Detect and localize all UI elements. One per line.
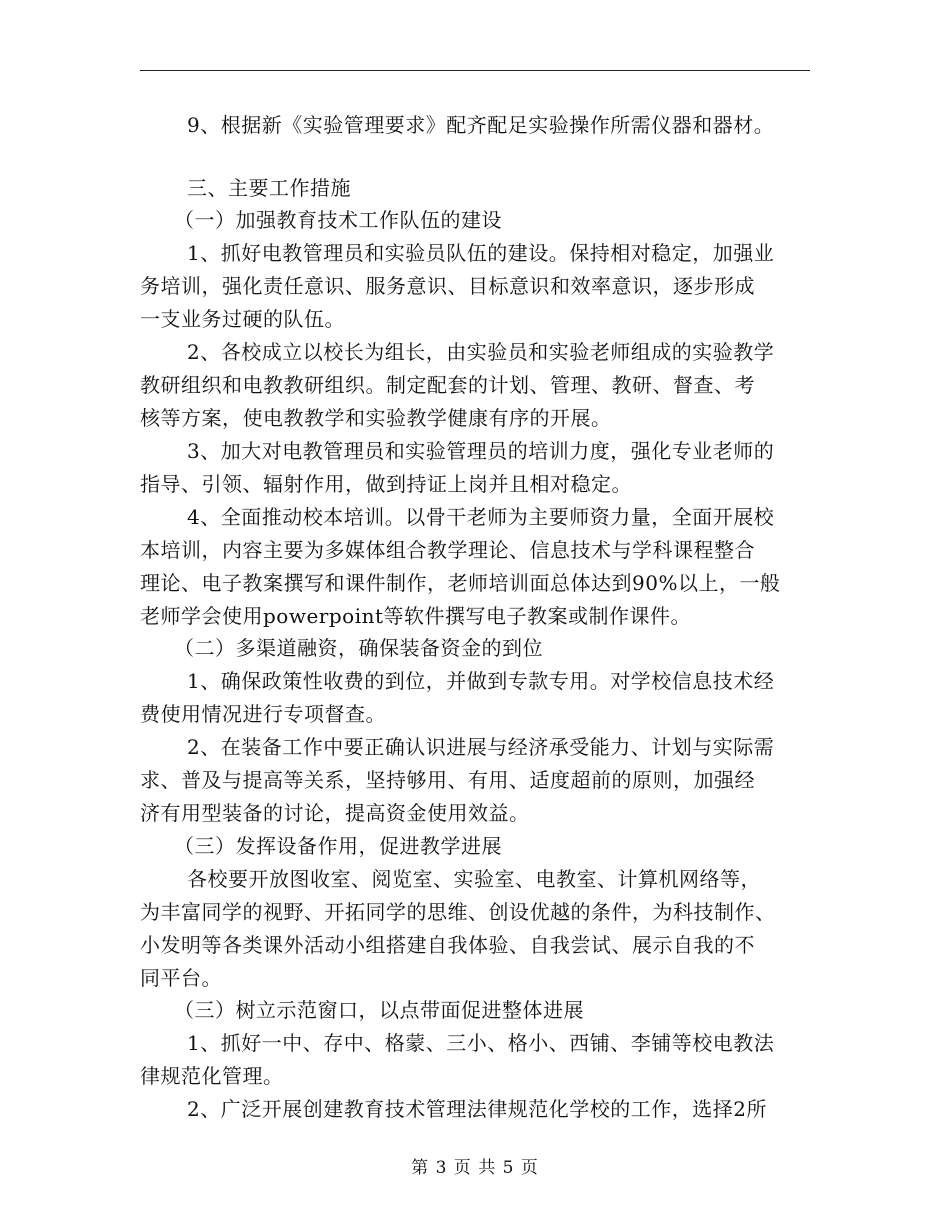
subsection-heading: （三）发挥设备作用，促进教学进展 (174, 834, 502, 858)
paragraph-line: 9、根据新《实验管理要求》配齐配足实验操作所需仪器和器材。 (187, 113, 775, 137)
paragraph-line: 核等方案，使电教教学和实验教学健康有序的开展。 (140, 406, 612, 430)
subsection-heading: （二）多渠道融资，确保装备资金的到位 (174, 636, 543, 660)
paragraph-line: 务培训，强化责任意识、服务意识、目标意识和效率意识，逐步形成 (140, 274, 755, 298)
paragraph-line: 费使用情况进行专项督查。 (140, 702, 386, 726)
paragraph-line: 1、抓好一中、存中、格蒙、三小、格小、西铺、李铺等校电教法 (187, 1031, 775, 1055)
paragraph-line: 为丰富同学的视野、开拓同学的思维、创设优越的条件，为科技制作、 (140, 900, 776, 924)
paragraph-line: 各校要开放图收室、阅览室、实验室、电教室、计算机网络等， (187, 867, 761, 891)
paragraph-line: 同平台。 (140, 966, 222, 990)
paragraph-line: 济有用型装备的讨论，提高资金使用效益。 (140, 801, 530, 825)
subsection-heading: （三）树立示范窗口，以点带面促进整体进展 (174, 998, 584, 1022)
section-heading: 三、主要工作措施 (187, 176, 351, 200)
paragraph-line: 1、抓好电教管理员和实验员队伍的建设。保持相对稳定，加强业 (187, 241, 775, 265)
paragraph-line: 2、各校成立以校长为组长，由实验员和实验老师组成的实验教学 (187, 340, 775, 364)
subsection-heading: （一）加强教育技术工作队伍的建设 (174, 208, 502, 232)
paragraph-line: 2、广泛开展创建教育技术管理法律规范化学校的工作，选择2所 (187, 1097, 767, 1121)
header-rule (140, 70, 810, 71)
paragraph-line: 本培训，内容主要为多媒体组合教学理论、信息技术与学科课程整合 (140, 538, 755, 562)
paragraph-line: 指导、引领、辐射作用，做到持证上岗并且相对稳定。 (140, 472, 632, 496)
paragraph-line: 理论、电子教案撰写和课件制作，老师培训面总体达到90%以上，一般 (140, 571, 781, 595)
paragraph-line: 一支业务过硬的队伍。 (140, 307, 345, 331)
paragraph-line: 小发明等各类课外活动小组搭建自我体验、自我尝试、展示自我的不 (140, 933, 755, 957)
paragraph-line: 律规范化管理。 (140, 1064, 284, 1088)
paragraph-line: 2、在装备工作中要正确认识进展与经济承受能力、计划与实际需 (187, 735, 775, 759)
paragraph-line: 4、全面推动校本培训。以骨干老师为主要师资力量，全面开展校 (187, 505, 775, 529)
paragraph-line: 教研组织和电教教研组织。制定配套的计划、管理、教研、督查、考 (140, 373, 755, 397)
paragraph-line: 求、普及与提高等关系，坚持够用、有用、适度超前的原则，加强经 (140, 768, 755, 792)
paragraph-line: 老师学会使用powerpoint等软件撰写电子教案或制作课件。 (140, 604, 692, 628)
page-number: 第 3 页 共 5 页 (411, 1158, 539, 1178)
paragraph-line: 1、确保政策性收费的到位，并做到专款专用。对学校信息技术经 (187, 669, 775, 693)
paragraph-line: 3、加大对电教管理员和实验管理员的培训力度，强化专业老师的 (187, 439, 775, 463)
